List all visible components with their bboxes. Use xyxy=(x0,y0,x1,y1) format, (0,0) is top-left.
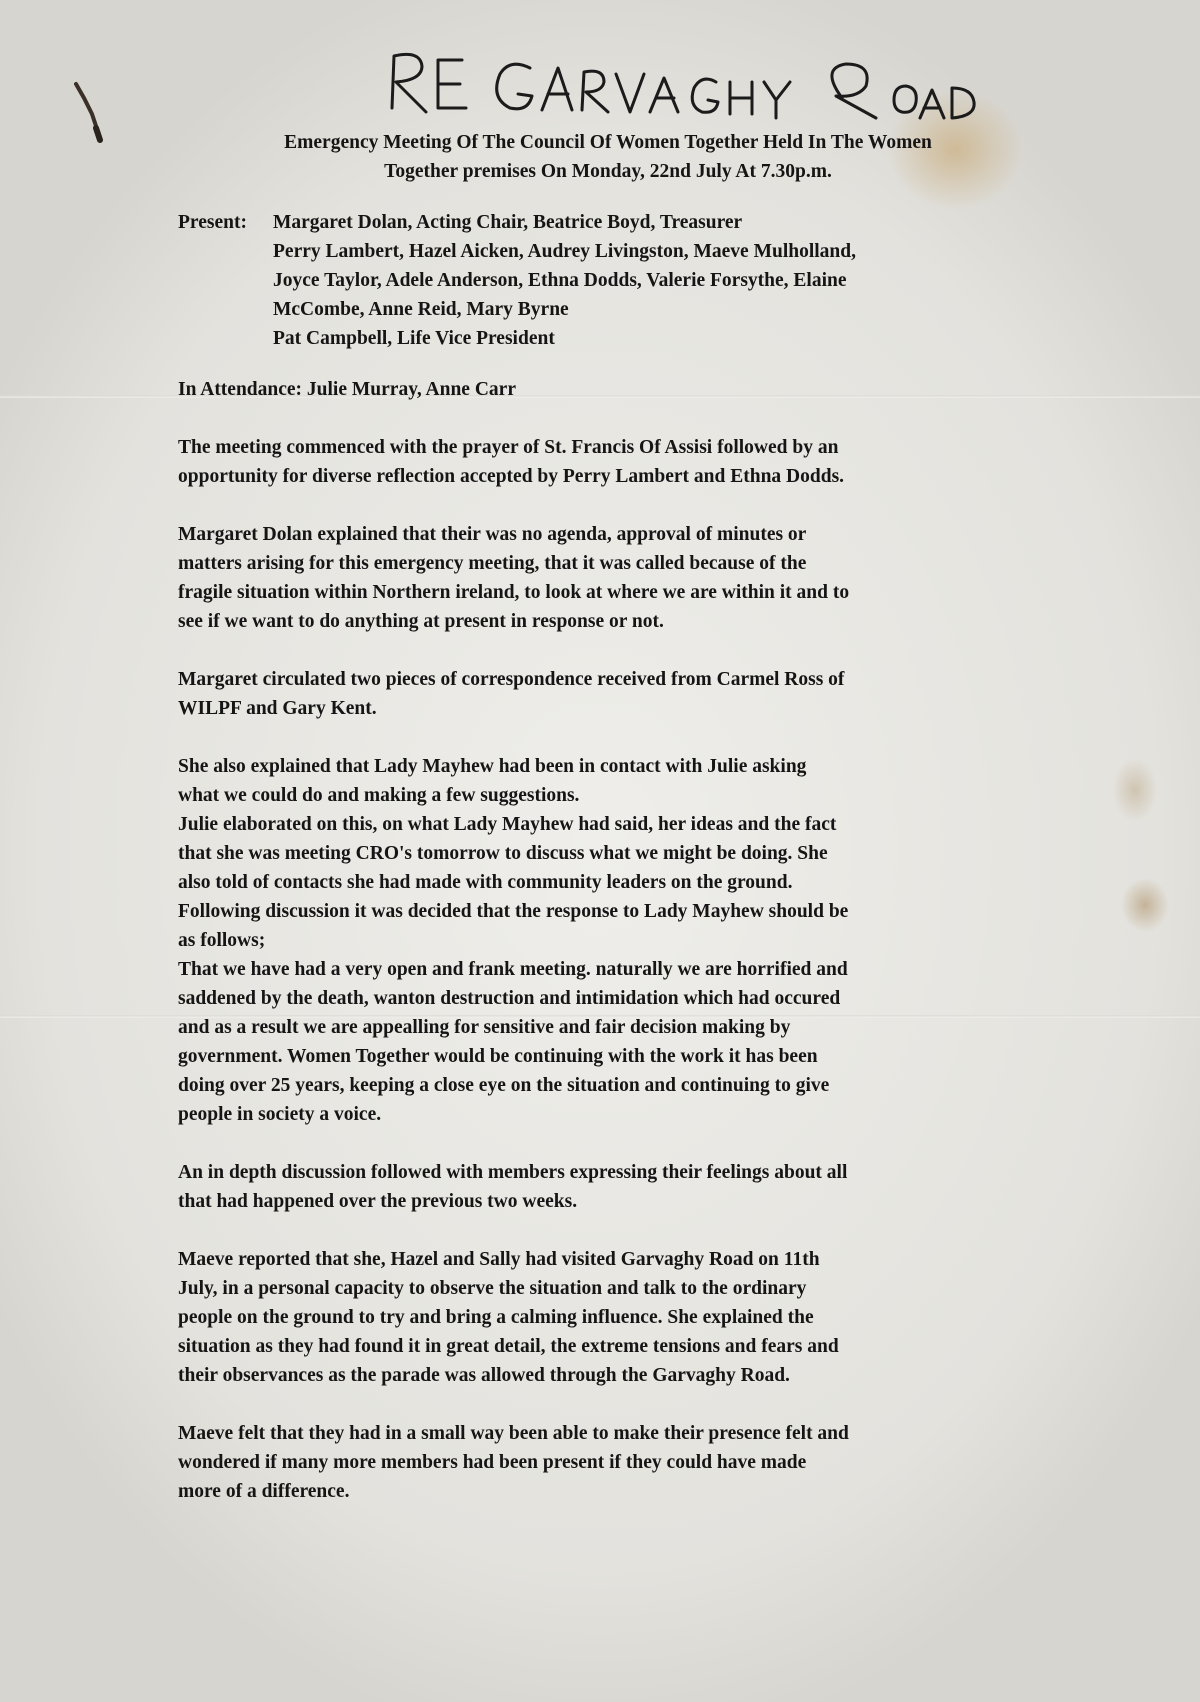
paragraph-line: That we have had a very open and frank meeting. naturally we are horrified and xyxy=(178,959,848,980)
paragraph-line: Maeve felt that they had in a small way been able to make their presence felt and xyxy=(178,1423,849,1444)
paragraph-line: that had happened over the previous two weeks. xyxy=(178,1191,578,1212)
paragraph-line: Julie elaborated on this, on what Lady Mayhew had said, her ideas and the fact xyxy=(178,814,837,835)
paragraph-line: An in depth discussion followed with members expressing their feelings about all xyxy=(178,1162,848,1183)
attendance-text: In Attendance: Julie Murray, Anne Carr xyxy=(178,379,516,400)
heading-line: Emergency Meeting Of The Council Of Women Together Held In The Women xyxy=(284,132,932,153)
paragraph-line: that she was meeting CRO's tomorrow to discuss what we might be doing. She xyxy=(178,843,828,864)
paragraph-correspondence xyxy=(178,665,1038,723)
minutes-body xyxy=(178,128,1038,1535)
paragraph-line: people on the ground to try and bring a calming influence. She explained the xyxy=(178,1307,814,1328)
paragraph-agenda xyxy=(178,520,1038,636)
paragraph-line: also told of contacts she had made with community leaders on the ground. xyxy=(178,872,793,893)
pen-mark xyxy=(70,80,120,150)
paragraph-line: Following discussion it was decided that the response to Lady Mayhew should be xyxy=(178,901,849,922)
heading-line: Together premises On Monday, 22nd July At 7.30p.m. xyxy=(384,161,832,182)
present-names xyxy=(273,208,856,353)
paragraph-line: She also explained that Lady Mayhew had been in contact with Julie asking xyxy=(178,756,807,777)
present-line: Perry Lambert, Hazel Aicken, Audrey Livingston, Maeve Mulholland, xyxy=(273,241,856,262)
paragraph-line: The meeting commenced with the prayer of St. Francis Of Assisi followed by an xyxy=(178,437,839,458)
paragraph-line: doing over 25 years, keeping a close eye on the situation and continuing to give xyxy=(178,1075,830,1096)
paragraph-line: saddened by the death, wanton destruction and intimidation which had occured xyxy=(178,988,841,1009)
present-line: Pat Campbell, Life Vice President xyxy=(273,328,555,349)
paragraph-line: what we could do and making a few suggestions. xyxy=(178,785,580,806)
paragraph-line: situation as they had found it in great detail, the extreme tensions and fears and xyxy=(178,1336,839,1357)
paragraph-line: wondered if many more members had been present if they could have made xyxy=(178,1452,807,1473)
handwritten-note xyxy=(380,38,980,128)
present-line: McCombe, Anne Reid, Mary Byrne xyxy=(273,299,569,320)
paragraph-lady-mayhew xyxy=(178,752,1038,1129)
paragraph-line: see if we want to do anything at present in response or not. xyxy=(178,611,664,632)
paragraph-line: July, in a personal capacity to observe the situation and talk to the ordinary xyxy=(178,1278,807,1299)
paragraph-line: Maeve reported that she, Hazel and Sally had visited Garvaghy Road on 11th xyxy=(178,1249,820,1270)
paragraph-line: more of a difference. xyxy=(178,1481,350,1502)
handwritten-note-drawing xyxy=(380,38,980,128)
paragraph-line: people in society a voice. xyxy=(178,1104,382,1125)
paragraph-discussion xyxy=(178,1158,1038,1216)
attendance-line xyxy=(178,375,1038,404)
paragraph-line: opportunity for diverse reflection accepted by Perry Lambert and Ethna Dodds. xyxy=(178,466,845,487)
meeting-heading xyxy=(178,128,1038,186)
paragraph-line: matters arising for this emergency meeting, that it was called because of the xyxy=(178,553,807,574)
paragraph-line: WILPF and Gary Kent. xyxy=(178,698,377,719)
paragraph-prayer xyxy=(178,433,1038,491)
paragraph-line: fragile situation within Northern ireland, to look at where we are within it and to xyxy=(178,582,850,603)
paragraph-presence xyxy=(178,1419,1038,1506)
paragraph-line: and as a result we are appealling for sensitive and fair decision making by xyxy=(178,1017,791,1038)
paragraph-line: Margaret circulated two pieces of correspondence received from Carmel Ross of xyxy=(178,669,845,690)
present-line: Joyce Taylor, Adele Anderson, Ethna Dodds, Valerie Forsythe, Elaine xyxy=(273,270,847,291)
paragraph-line: as follows; xyxy=(178,930,266,951)
paragraph-line: their observances as the parade was allowed through the Garvaghy Road. xyxy=(178,1365,790,1386)
paragraph-line: Margaret Dolan explained that their was no agenda, approval of minutes or xyxy=(178,524,807,545)
present-label: Present: xyxy=(178,212,247,233)
present-section xyxy=(178,208,1038,353)
paragraph-garvaghy-visit xyxy=(178,1245,1038,1390)
present-line: Margaret Dolan, Acting Chair, Beatrice Boyd, Treasurer xyxy=(273,212,743,233)
paragraph-line: government. Women Together would be continuing with the work it has been xyxy=(178,1046,818,1067)
